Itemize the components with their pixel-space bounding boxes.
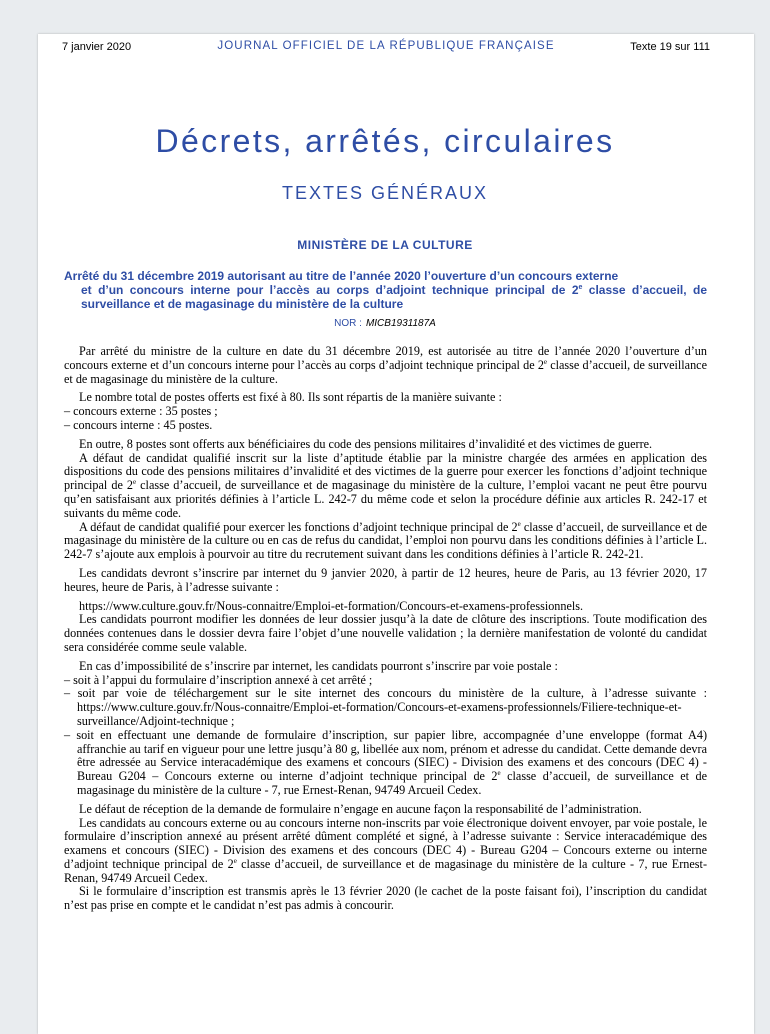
paragraph-2: Le nombre total de postes offerts est fixé à 80. Ils sont répartis de la manière suivante :	[79, 390, 502, 405]
p4-sup: e	[133, 478, 137, 487]
list-item-external: – concours externe : 35 postes ;	[64, 404, 218, 419]
nor-reference	[0, 318, 770, 329]
paragraph-11: Si le formulaire d’inscription est transmis après le 13 février 2020 (le cachet de la poste faisant foi), l’inscription du candidat n’est pas prise en compte et le candidat n’est pas admis à concourir.	[64, 884, 707, 913]
paragraph-8: En cas d’impossibilité de s’inscrire par internet, les candidats pourront s’inscrire par voie postale :	[79, 658, 558, 673]
p5-sup: e	[517, 519, 521, 528]
list-item-postal-request	[64, 729, 707, 798]
paragraph-10	[64, 817, 707, 886]
paragraph-7: Les candidats pourront modifier les données de leur dossier jusqu’à la date de clôture des inscriptions. Toute modification des données contenues dans le dossier devra faire l’objet d’une nouvelle validation ; la dernière manifestation de volonté du candidat sera considérée comme seule valable.	[64, 612, 707, 654]
paragraph-9: Le défaut de réception de la demande de formulaire n’engage en aucune façon la responsabilité de l’administration.	[79, 801, 642, 816]
paragraph-3: En outre, 8 postes sont offerts aux bénéficiaires du code des pensions militaires d’invalidité et des victimes de guerre.	[79, 436, 653, 451]
decree-title-continuation	[64, 283, 707, 311]
list-item-form-annex: – soit à l’appui du formulaire d’inscription annexé à cet arrêté ;	[64, 672, 373, 687]
decree-body	[64, 345, 707, 913]
paragraph-6: Les candidats devront s’inscrire par internet du 9 janvier 2020, à partir de 12 heures, heure de Paris, au 13 février 2020, 17 heures, heure de Paris, à l’adresse suivante :	[64, 565, 707, 594]
registration-url[interactable]: https://www.culture.gouv.fr/Nous-connaitre/Emploi-et-formation/Concours-et-examens-professionnels.	[79, 598, 584, 613]
header-text-reference: Texte 19 sur 111	[630, 41, 710, 53]
p4-text-a: A défaut de candidat qualifié inscrit sur la liste d’aptitude établie par la ministre chargée des armées en application des dispositions du code des pensions militaires d’invalidité et des victimes de la guerre pour exercer les fonctions d’adjoint technique principal de 2	[64, 450, 707, 493]
header-date: 7 janvier 2020	[62, 41, 132, 53]
p10-text-a: Les candidats au concours externe ou au concours interne non-inscrits par voie électronique doivent envoyer, par voie postale, le formulaire d’inscription annexé au présent arrêté dûment complété et signé, à l’adresse suivante : Service interacadémique des examens et concours (SIEC) - Division des examens et des concours (DEC 4) - Bureau G204 – Concours externe ou interne d’adjoint technique principal de 2	[64, 815, 707, 871]
decree-title-line1: Arrêté du 31 décembre 2019 autorisant au titre de l’année 2020 l’ouverture d’un concours externe	[64, 269, 619, 283]
p8-item3-text-a: – soit en effectuant une demande de formulaire d’inscription, sur papier libre, accompagnée d’une enveloppe (format A4) affranchie au tarif en vigueur pour une lettre jusqu’à 80 g, libellée aux nom, prénom et adresse du candidat. Cette demande devra être adressée au Service interacadémique des examens et concours (SIEC) - Division des examens et des concours (DEC 4) - Bureau G204 – Concours externe ou interne d’adjoint technique principal de 2	[64, 727, 707, 784]
decree-title	[64, 269, 707, 311]
p1-text-b: classe d’accueil, de surveillance et de magasinage du ministère de la culture.	[64, 357, 707, 386]
section-title: Décrets, arrêtés, circulaires	[155, 123, 615, 159]
header-journal-title: JOURNAL OFFICIEL DE LA RÉPUBLIQUE FRANÇAISE	[217, 40, 555, 52]
p1-sup: e	[543, 357, 548, 366]
p5-text-b: classe d’accueil, de surveillance et de magasinage du ministère de la culture ou en cas de refus du candidat, l’emploi non pourvu dans les conditions définies à l’article L. 242-7 s’ajoute aux emplois à pourvoir au titre du recrutement suivant dans les conditions définies à l’article R. 242-21.	[64, 519, 708, 562]
paragraph-4	[64, 452, 707, 521]
nor-value: MICB1931187A	[365, 318, 436, 329]
paragraph-5	[64, 521, 707, 562]
nor-label: NOR :	[334, 318, 362, 329]
list-item-internal: – concours interne : 45 postes.	[64, 417, 213, 432]
decree-title-line2b: classe d’accueil, de surveillance et de magasinage du ministère de la culture	[81, 283, 707, 311]
p10-sup: e	[233, 856, 237, 865]
p8-item3-sup: e	[497, 769, 501, 778]
ministry-heading: MINISTÈRE DE LA CULTURE	[297, 238, 473, 252]
subsection-title: TEXTES GÉNÉRAUX	[281, 183, 489, 203]
decree-title-sup: e	[578, 284, 583, 291]
p4-text-b: classe d’accueil, de surveillance et de magasinage du ministère de la culture, l’emploi vacant ne peut être pourvu qu’en satisfaisant aux priorités définies à l’article L. 242-7 du même code et selon la procédure définie aux articles R. 242-17 et suivants du même code.	[64, 478, 707, 520]
p5-text-a: A défaut de candidat qualifié pour exercer les fonctions d’adjoint technique principal de 2	[79, 519, 518, 534]
p8-item3-text-b: classe d’accueil, de surveillance et de magasinage du ministère de la culture - 7, rue Ernest-Renan, 94749 Arcueil Cedex.	[77, 769, 707, 797]
decree-title-line2a: et d’un concours interne pour l’accès au corps d’adjoint technique principal de 2	[81, 283, 579, 297]
p10-text-b: classe d’accueil, de surveillance et de magasinage du ministère de la culture - 7, rue Ernest-Renan, 94749 Arcueil Cedex.	[64, 856, 707, 885]
p1-text-a: Par arrêté du ministre de la culture en date du 31 décembre 2019, est autorisée au titre de l’année 2020 l’ouverture d’un concours externe et d’un concours interne pour l’accès au corps d’adjoint technique principal de 2	[64, 344, 707, 372]
list-item-download: – soit par voie de téléchargement sur le site internet des concours du ministère de la culture, à l’adresse suivante : https://www.culture.gouv.fr/Nous-connaitre/Emploi-et-formation/Concours-et-examens-professionnels/Filiere-technique-et-surveillance/Adjoint-technique ;	[64, 686, 707, 728]
paragraph-1	[64, 345, 707, 386]
